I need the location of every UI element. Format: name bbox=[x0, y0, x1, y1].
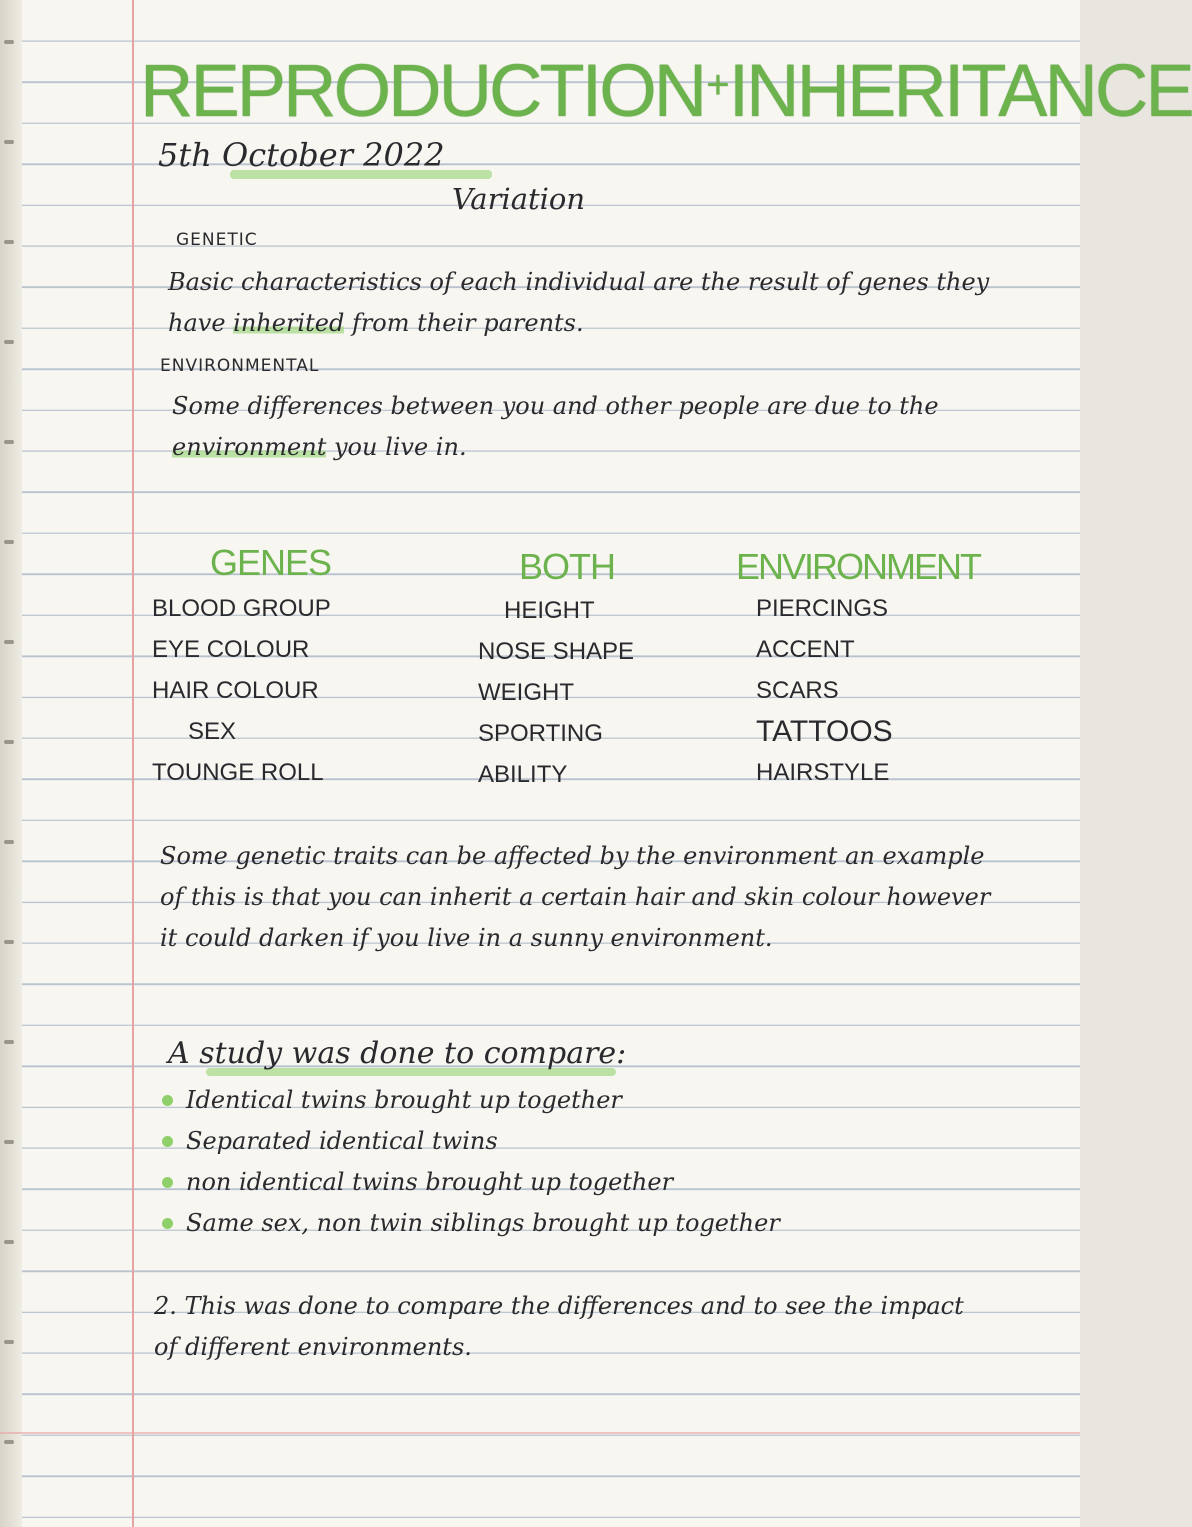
page-binding bbox=[0, 0, 22, 1527]
list-item: EYE COLOUR bbox=[152, 636, 310, 663]
env-text-end: you live in. bbox=[326, 433, 467, 461]
list-item bbox=[160, 1203, 780, 1244]
list-item: WEIGHT bbox=[478, 679, 574, 706]
list-item: HAIR COLOUR bbox=[152, 677, 319, 704]
list-item: PIERCINGS bbox=[756, 595, 889, 622]
binding-hole bbox=[4, 840, 14, 844]
env-highlight: environment bbox=[172, 433, 327, 461]
list-item bbox=[160, 1121, 780, 1162]
page-title bbox=[140, 48, 1192, 133]
binding-hole bbox=[4, 740, 14, 744]
binding-hole bbox=[4, 140, 14, 144]
genes-column-heading: GENES bbox=[210, 542, 332, 583]
list-item: TATTOOS bbox=[756, 715, 893, 748]
trait-paragraph: Some genetic traits can be affected by the environment an example of this is that you can inherit a certain hair and skin colour however it could darken if you live in a sunny environment. bbox=[160, 842, 991, 952]
study-intro: A study was done to compare: bbox=[168, 1036, 627, 1071]
binding-hole bbox=[4, 1140, 14, 1144]
title-second: INHERITANCE bbox=[728, 49, 1192, 132]
genetic-text-end: from their parents. bbox=[344, 309, 584, 337]
genetic-text-start: Basic characteristics of each individual are the result of genes they have bbox=[168, 268, 990, 337]
list-item: NOSE SHAPE bbox=[478, 638, 635, 665]
both-column-heading: BOTH bbox=[519, 546, 616, 587]
list-item: BLOOD GROUP bbox=[152, 595, 331, 622]
genetic-label: GENETIC bbox=[176, 230, 258, 250]
list-item: ABILITY bbox=[478, 761, 568, 788]
binding-hole bbox=[4, 1440, 14, 1444]
env-text-start: Some differences between you and other people are due to the bbox=[172, 392, 939, 420]
list-item: SCARS bbox=[756, 677, 839, 704]
binding-hole bbox=[4, 1040, 14, 1044]
list-item: TOUNGE ROLL bbox=[152, 759, 324, 786]
study-item-text: Same sex, non twin siblings brought up together bbox=[186, 1209, 780, 1237]
bullet-icon bbox=[162, 1136, 173, 1147]
list-item: HAIRSTYLE bbox=[756, 759, 890, 786]
binding-hole bbox=[4, 240, 14, 244]
study-item-text: Separated identical twins bbox=[186, 1127, 498, 1155]
list-item: ACCENT bbox=[756, 636, 855, 663]
conclusion-paragraph: 2. This was done to compare the differences and to see the impact of different environments. bbox=[154, 1292, 964, 1361]
bullet-icon bbox=[162, 1177, 173, 1188]
environment-column-heading: ENVIRONMENT bbox=[736, 546, 981, 587]
subtitle: Variation bbox=[452, 182, 586, 216]
both-list bbox=[478, 590, 634, 795]
bottom-margin-line bbox=[0, 1432, 1080, 1434]
list-item: SEX bbox=[188, 718, 237, 745]
binding-hole bbox=[4, 540, 14, 544]
environmental-label: ENVIRONMENTAL bbox=[160, 356, 320, 376]
study-item-text: non identical twins brought up together bbox=[186, 1168, 674, 1196]
study-item-text: Identical twins brought up together bbox=[186, 1086, 622, 1114]
margin-line bbox=[132, 0, 134, 1527]
title-plus: + bbox=[706, 63, 727, 107]
title-main: REPRODUCTION bbox=[140, 49, 705, 132]
genes-list bbox=[152, 588, 331, 793]
list-item: SPORTING bbox=[478, 720, 603, 747]
binding-hole bbox=[4, 1340, 14, 1344]
environmental-definition bbox=[172, 386, 1032, 468]
date: 5th October 2022 bbox=[158, 136, 445, 174]
bullet-icon bbox=[162, 1218, 173, 1229]
bullet-icon bbox=[162, 1095, 173, 1106]
list-item bbox=[160, 1080, 780, 1121]
list-item bbox=[160, 1162, 780, 1203]
binding-hole bbox=[4, 340, 14, 344]
environment-list bbox=[756, 588, 893, 793]
genetic-definition bbox=[168, 262, 1028, 344]
binding-hole bbox=[4, 440, 14, 444]
binding-hole bbox=[4, 940, 14, 944]
binding-hole bbox=[4, 40, 14, 44]
genetic-highlight: inherited bbox=[233, 309, 345, 337]
study-list bbox=[160, 1080, 780, 1244]
list-item: HEIGHT bbox=[504, 597, 595, 624]
binding-hole bbox=[4, 640, 14, 644]
binding-hole bbox=[4, 1240, 14, 1244]
